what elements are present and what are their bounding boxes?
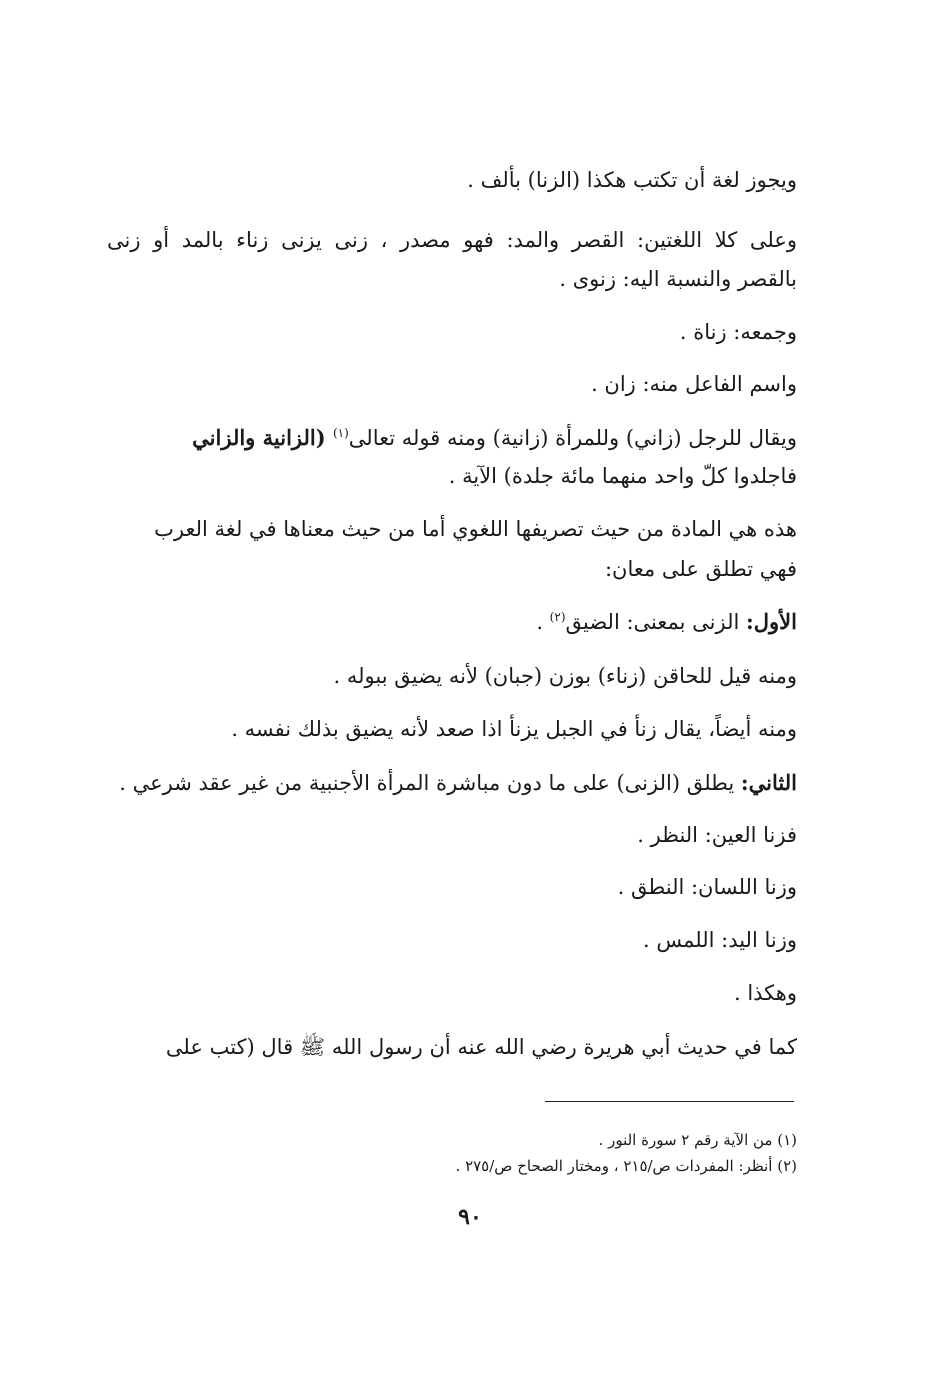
quran-quote: (الزانية والزاني bbox=[192, 425, 333, 450]
text-line bbox=[166, 1034, 797, 1065]
text-line bbox=[643, 928, 797, 952]
line-text: الزنى بمعنى: الضيق bbox=[565, 610, 747, 634]
line-text: ويقال للرجل (زاني) وللمرأة (زانية) ومنه قوله تعالى bbox=[348, 426, 797, 450]
footnote bbox=[456, 1157, 797, 1175]
line-text: يطلق (الزنى) على ما دون مباشرة المرأة الأجنبية من غير عقد شرعي . bbox=[119, 771, 741, 795]
line-text: فاجلدوا كلّ واحد منهما مائة جلدة) الآية . bbox=[448, 464, 797, 488]
line-text: وجمعه: زناة . bbox=[679, 320, 797, 344]
line-text: وزنا اللسان: النطق . bbox=[617, 875, 797, 899]
line-text: ويجوز لغة أن تكتب هكذا (الزنا) بألف . bbox=[467, 168, 797, 192]
footnote bbox=[599, 1131, 797, 1149]
text-line bbox=[559, 267, 797, 291]
text-line bbox=[334, 664, 797, 688]
text-line bbox=[591, 372, 797, 396]
footnote-text: (٢) أنظر: المفردات ص/٢١٥ ، ومختار الصحاح ص/٢٧٥ . bbox=[455, 1157, 797, 1175]
line-text: ومنه قيل للحاقن (زناء) بوزن (جبان) لأنه يضيق ببوله . bbox=[333, 664, 797, 688]
line-text: فهي تطلق على معان: bbox=[604, 557, 797, 581]
line-text: وعلى كلا اللغتين: القصر والمد: فهو مصدر ، زنى يزنى زناء بالمد أو زنى bbox=[107, 228, 797, 252]
text-line bbox=[680, 320, 797, 344]
text-line bbox=[605, 557, 797, 581]
footnote-text: (١) من الآية رقم ٢ سورة النور . bbox=[598, 1131, 797, 1149]
text-line bbox=[231, 717, 797, 741]
footnote-separator bbox=[545, 1101, 794, 1102]
text-line bbox=[618, 875, 797, 899]
footnote-mark: (٢) bbox=[549, 610, 566, 624]
line-text: وزنا اليد: اللمس . bbox=[643, 928, 797, 952]
text-line bbox=[734, 981, 797, 1005]
line-text: فزنا العين: النظر . bbox=[637, 823, 797, 847]
text-line bbox=[119, 770, 797, 795]
line-text: كما في حديث أبي هريرة رضي الله عنه أن رسول الله ﷺ قال (كتب على bbox=[165, 1035, 797, 1059]
section-label-second: الثاني: bbox=[740, 770, 797, 795]
text-line bbox=[467, 168, 797, 192]
footnote-mark: (١) bbox=[332, 426, 349, 440]
text-line bbox=[192, 425, 797, 450]
line-text: هذه هي المادة من حيث تصريفها اللغوي أما من حيث معناها في لغة العرب bbox=[154, 517, 797, 541]
text-line bbox=[536, 609, 797, 634]
line-text: ومنه أيضاً، يقال زنأ في الجبل يزنأ اذا صعد لأنه يضيق بذلك نفسه . bbox=[231, 717, 797, 741]
line-text: واسم الفاعل منه: زان . bbox=[591, 372, 797, 396]
section-label-first: الأول: bbox=[746, 609, 797, 634]
line-text: وهكذا . bbox=[733, 981, 797, 1005]
text-line bbox=[154, 517, 797, 541]
text-line bbox=[637, 823, 797, 847]
line-text: . bbox=[536, 610, 550, 634]
text-line bbox=[107, 228, 797, 252]
text-line bbox=[449, 464, 797, 488]
line-text: بالقصر والنسبة اليه: زنوى . bbox=[559, 267, 797, 291]
page-number: ٩٠ bbox=[458, 1204, 482, 1230]
